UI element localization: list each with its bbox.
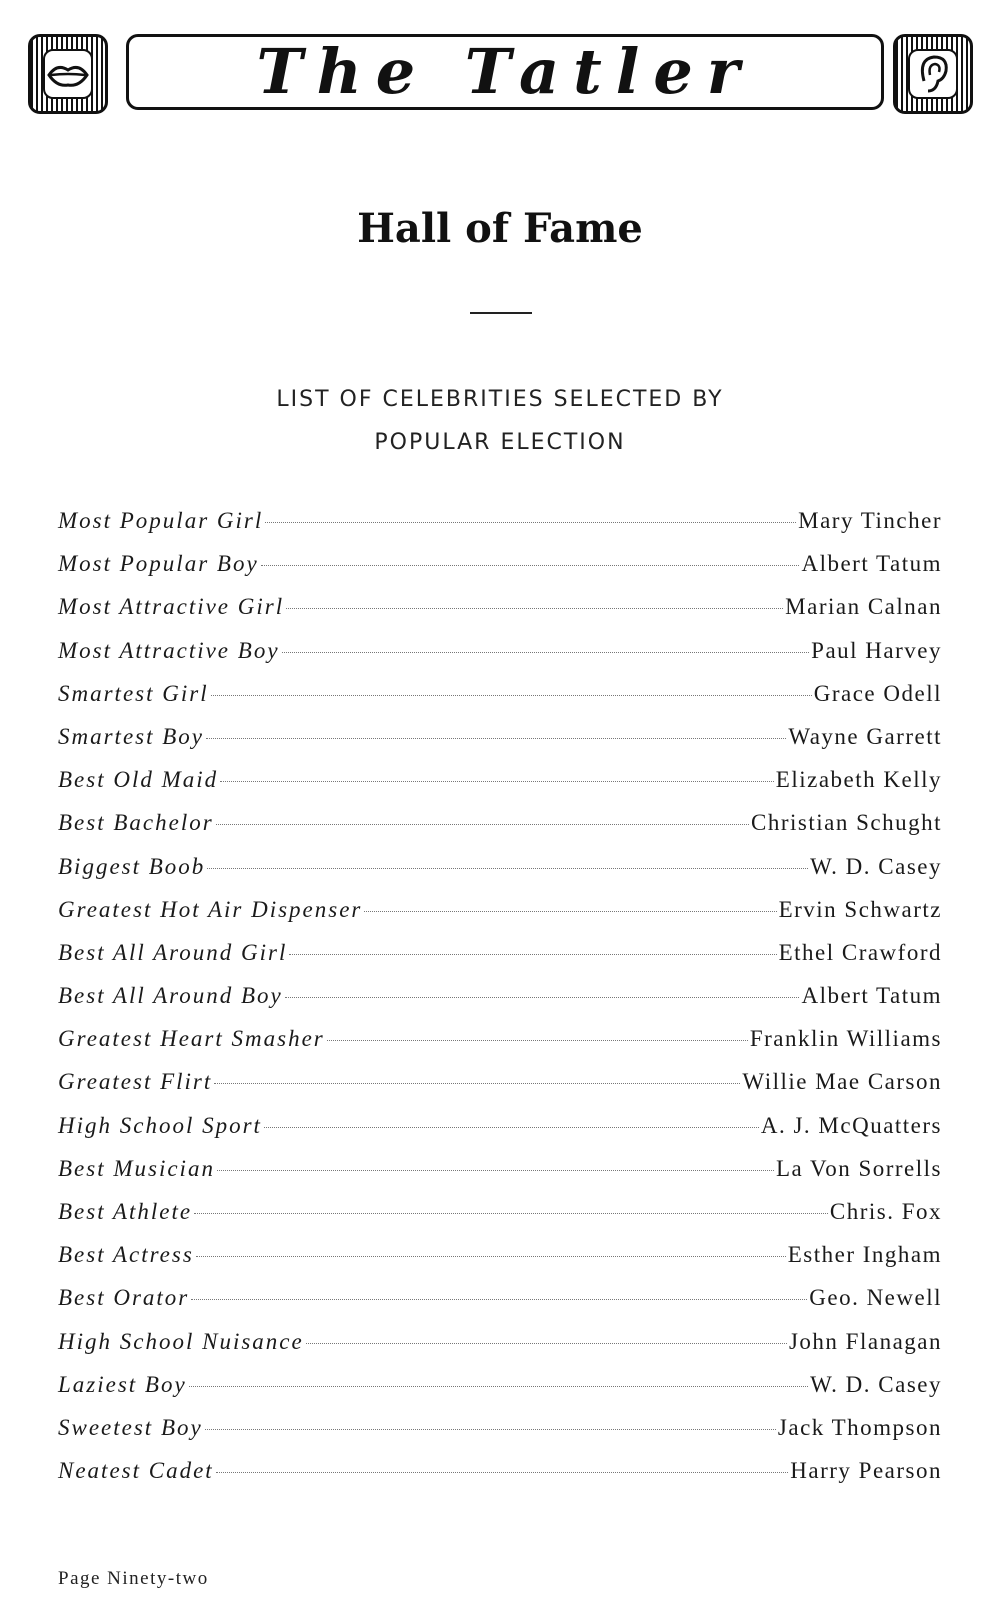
award-title: Best Actress bbox=[58, 1242, 194, 1268]
dot-leader bbox=[306, 1343, 787, 1344]
award-winner: Marian Calnan bbox=[785, 594, 942, 620]
award-title: High School Nuisance bbox=[58, 1328, 304, 1354]
award-winner: Paul Harvey bbox=[811, 637, 942, 663]
dot-leader bbox=[285, 997, 800, 998]
award-title: Best Orator bbox=[58, 1285, 190, 1311]
award-row bbox=[58, 681, 942, 724]
award-title: Smartest Boy bbox=[58, 723, 205, 749]
dot-leader bbox=[189, 1386, 808, 1387]
dot-leader bbox=[289, 954, 776, 955]
title-divider bbox=[470, 312, 532, 314]
award-title: Greatest Flirt bbox=[58, 1069, 213, 1095]
award-title: Most Popular Boy bbox=[58, 551, 259, 577]
dot-leader bbox=[264, 1127, 759, 1128]
award-row bbox=[58, 1285, 942, 1328]
award-row bbox=[58, 551, 942, 594]
award-row bbox=[58, 1156, 942, 1199]
award-row bbox=[58, 767, 942, 810]
dot-leader bbox=[216, 1472, 789, 1473]
dot-leader bbox=[220, 781, 774, 782]
award-title: Most Popular Girl bbox=[58, 508, 264, 533]
award-title: Best All Around Girl bbox=[58, 939, 288, 965]
award-title: Most Attractive Boy bbox=[58, 637, 280, 663]
award-winner: Albert Tatum bbox=[801, 551, 942, 577]
award-title: High School Sport bbox=[58, 1112, 262, 1138]
award-row bbox=[58, 594, 942, 637]
award-row bbox=[58, 724, 942, 767]
dot-leader bbox=[206, 738, 786, 739]
award-row bbox=[58, 1372, 942, 1415]
award-title: Best All Around Boy bbox=[58, 983, 283, 1009]
award-winner: Albert Tatum bbox=[801, 983, 942, 1009]
subtitle-line-2: POPULAR ELECTION bbox=[374, 430, 626, 455]
page-number: Page Ninety-two bbox=[58, 1568, 209, 1589]
award-title: Greatest Hot Air Dispenser bbox=[58, 896, 363, 922]
award-row bbox=[58, 810, 942, 853]
page-title: Hall of Fame bbox=[357, 205, 643, 252]
award-winner: La Von Sorrells bbox=[775, 1155, 942, 1181]
masthead-title: The Tatler bbox=[256, 35, 754, 108]
award-title: Biggest Boob bbox=[58, 853, 206, 879]
award-winner: Jack Thompson bbox=[777, 1414, 942, 1440]
lips-icon bbox=[45, 51, 91, 97]
award-row bbox=[58, 897, 942, 940]
award-title: Best Musician bbox=[58, 1155, 215, 1181]
award-winner: A. J. McQuatters bbox=[760, 1112, 942, 1138]
dot-leader bbox=[216, 824, 749, 825]
dot-leader bbox=[211, 695, 812, 696]
award-winner: Willie Mae Carson bbox=[742, 1069, 942, 1095]
dot-leader bbox=[217, 1170, 774, 1171]
ear-icon bbox=[910, 51, 956, 97]
dot-leader bbox=[194, 1213, 828, 1214]
award-winner: Wayne Garrett bbox=[788, 723, 942, 749]
masthead-title-box bbox=[126, 34, 884, 110]
award-winner: John Flanagan bbox=[788, 1328, 942, 1354]
award-winner: Geo. Newell bbox=[809, 1285, 942, 1311]
awards-list bbox=[58, 508, 942, 1501]
dot-leader bbox=[196, 1256, 786, 1257]
award-winner: W. D. Casey bbox=[810, 853, 942, 879]
award-row bbox=[58, 983, 942, 1026]
dot-leader bbox=[282, 652, 810, 653]
dot-leader bbox=[327, 1040, 748, 1041]
award-row bbox=[58, 1113, 942, 1156]
award-row bbox=[58, 1242, 942, 1285]
award-title: Greatest Heart Smasher bbox=[58, 1026, 325, 1052]
page-subtitle bbox=[0, 378, 1000, 464]
award-winner: Ervin Schwartz bbox=[778, 896, 942, 922]
award-row bbox=[58, 854, 942, 897]
award-row bbox=[58, 508, 942, 551]
award-winner: Ethel Crawford bbox=[778, 939, 942, 965]
dot-leader bbox=[265, 522, 796, 523]
award-row bbox=[58, 1069, 942, 1112]
award-title: Best Athlete bbox=[58, 1199, 193, 1224]
award-title: Best Bachelor bbox=[58, 810, 214, 836]
award-row bbox=[58, 638, 942, 681]
award-row bbox=[58, 1329, 942, 1372]
dot-leader bbox=[205, 1429, 776, 1430]
award-winner: Harry Pearson bbox=[790, 1458, 942, 1484]
award-title: Laziest Boy bbox=[58, 1371, 187, 1397]
award-winner: Chris. Fox bbox=[829, 1199, 942, 1224]
dot-leader bbox=[286, 608, 783, 609]
award-winner: Christian Schught bbox=[751, 810, 942, 836]
award-title: Sweetest Boy bbox=[58, 1414, 203, 1440]
dot-leader bbox=[364, 911, 776, 912]
award-winner: Grace Odell bbox=[813, 680, 942, 706]
award-winner: Esther Ingham bbox=[787, 1242, 942, 1268]
award-row bbox=[58, 1199, 942, 1242]
ear-emblem bbox=[893, 34, 973, 114]
award-row bbox=[58, 1458, 942, 1501]
award-winner: Franklin Williams bbox=[749, 1026, 942, 1052]
masthead bbox=[28, 30, 973, 120]
dot-leader bbox=[261, 565, 800, 566]
award-row bbox=[58, 1415, 942, 1458]
award-row bbox=[58, 940, 942, 983]
lips-emblem bbox=[28, 34, 108, 114]
award-title: Best Old Maid bbox=[58, 767, 219, 793]
award-winner: Mary Tincher bbox=[798, 508, 942, 533]
dot-leader bbox=[214, 1083, 740, 1084]
award-title: Neatest Cadet bbox=[58, 1458, 214, 1484]
dot-leader bbox=[207, 868, 808, 869]
award-row bbox=[58, 1026, 942, 1069]
award-winner: Elizabeth Kelly bbox=[775, 767, 942, 793]
dot-leader bbox=[191, 1299, 807, 1300]
subtitle-line-1: LIST OF CELEBRITIES SELECTED BY bbox=[276, 387, 724, 412]
award-winner: W. D. Casey bbox=[810, 1371, 942, 1397]
award-title: Smartest Girl bbox=[58, 680, 209, 706]
award-title: Most Attractive Girl bbox=[58, 594, 285, 620]
